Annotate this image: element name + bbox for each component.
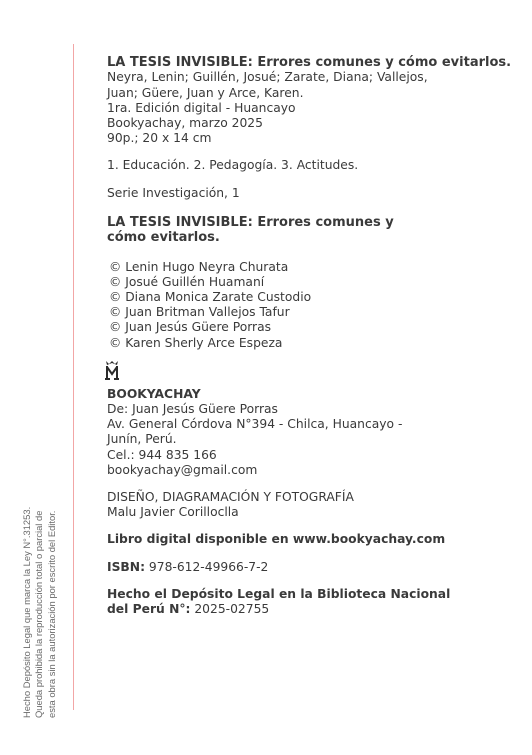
legal-notice-vertical	[21, 418, 58, 718]
title-line: cómo evitarlos.	[107, 230, 220, 246]
deposit-label: del Perú N°:	[107, 602, 191, 617]
publisher-line: Cel.: 944 835 166	[107, 447, 217, 462]
copyright-item: © Juan Jesús Güere Porras	[109, 320, 272, 335]
copyright-item: © Lenin Hugo Neyra Churata	[109, 259, 289, 274]
deposit-number: 2025-02755	[190, 602, 270, 617]
record-line: Bookyachay, marzo 2025	[107, 116, 263, 131]
record-line: 90p.; 20 x 14 cm	[107, 131, 212, 146]
publisher-line: De: Juan Jesús Güere Porras	[107, 402, 278, 417]
book-title: LA TESIS INVISIBLE: Errores comunes y cómo evitarlos.	[107, 55, 512, 70]
legal-notice-line: Queda prohibida la reproducción total o parcial de	[33, 510, 45, 718]
legal-deposit	[107, 587, 517, 617]
margin-rule	[73, 44, 74, 710]
record-line: Juan; Güere, Juan y Arce, Karen.	[107, 85, 304, 100]
publisher-line: Av. General Córdova N°394 - Chilca, Huancayo -	[107, 417, 403, 432]
deposit-line: Hecho el Depósito Legal en la Biblioteca Nacional	[107, 586, 451, 601]
copyright-item: © Juan Britman Vallejos Tafur	[109, 305, 290, 320]
title-line: LA TESIS INVISIBLE: Errores comunes y	[107, 214, 394, 230]
legal-notice-line: Hecho Depósito Legal que marca la Ley N°.31253.	[21, 506, 32, 718]
copyright-item: © Karen Sherly Arce Espeza	[109, 335, 283, 350]
publisher-email: bookyachay@gmail.com	[107, 462, 258, 477]
copyright-page	[107, 55, 517, 617]
publisher-name: BOOKYACHAY	[107, 386, 201, 401]
isbn-value: 978-612-49966-7-2	[145, 559, 269, 574]
publisher-line: Junín, Perú.	[107, 432, 177, 447]
publisher-logo-icon	[104, 359, 120, 381]
copyright-list	[107, 260, 517, 351]
isbn	[107, 560, 517, 575]
designer-name: Malu Javier Corilloclla	[107, 505, 239, 520]
copyright-item: © Josué Guillén Huamaní	[109, 274, 265, 289]
design-heading: DISEÑO, DIAGRAMACIÓN Y FOTOGRAFÍA	[107, 490, 354, 505]
record-line: 1ra. Edición digital - Huancayo	[107, 100, 296, 115]
publisher-block	[107, 387, 517, 478]
catalog-record	[107, 70, 517, 146]
isbn-label: ISBN:	[107, 559, 146, 574]
book-title-repeat	[107, 215, 517, 246]
digital-availability: Libro digital disponible en www.bookyachay.com	[107, 532, 446, 547]
copyright-item: © Diana Monica Zarate Custodio	[109, 290, 312, 305]
legal-notice-line: esta obra sin la autorización por escrito del Editor.	[45, 510, 57, 718]
design-credits	[107, 490, 517, 520]
subjects: 1. Educación. 2. Pedagogía. 3. Actitudes.	[107, 158, 359, 173]
series: Serie Investigación, 1	[107, 185, 240, 200]
record-line: Neyra, Lenin; Guillén, Josué; Zarate, Diana; Vallejos,	[107, 70, 428, 85]
